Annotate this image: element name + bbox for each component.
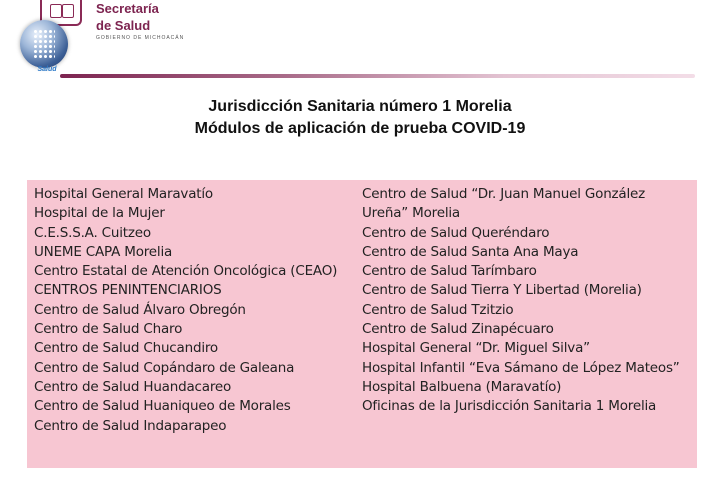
list-item: Centro de Salud Charo [34,321,183,338]
list-item: Hospital General Maravatío [34,186,213,202]
dot-grid-icon [33,29,55,59]
brand-title [96,0,236,34]
brand-line-1: Secretaría [96,1,159,16]
heading-line-1: Jurisdicción Sanitaria número 1 Morelia [208,98,512,115]
globe-label: Salud [37,66,57,73]
list-item: Centro de Salud Chucandiro [34,340,218,357]
list-item: Hospital de la Mujer [34,205,165,222]
list-item: Hospital Infantil “Eva Sámano de López Mateos” [362,359,680,376]
page-heading [100,96,620,140]
header-divider [60,74,695,78]
list-item: Centro de Salud “Dr. Juan Manuel González [362,186,646,202]
list-item: Centro de Salud Álvaro Obregón [34,301,246,318]
list-right-column [362,185,680,417]
list-item: UNEME CAPA Morelia [34,243,173,260]
header [0,0,720,82]
list-item: C.E.S.S.A. Cuitzeo [34,224,151,241]
list-item: Hospital General “Dr. Miguel Silva” [362,340,590,357]
list-item: Oficinas de la Jurisdicción Sanitaria 1 Morelia [362,398,657,415]
list-item: Centro de Salud Huandacareo [34,378,232,395]
list-item: CENTROS PENINTENCIARIOS [34,282,222,299]
list-item: Centro de Salud Tierra Y Libertad (Morelia) [362,282,642,299]
list-item: Centro de Salud Tarímbaro [362,263,537,280]
list-item: Centro Estatal de Atención Oncológica (CEAO) [34,263,338,280]
list-item: Hospital Balbuena (Maravatío) [362,378,562,395]
list-item: Centro de Salud Copándaro de Galeana [34,359,295,376]
list-item: Centro de Salud Huaniqueo de Morales [34,398,291,415]
list-item: Centro de Salud Queréndaro [362,224,550,241]
brand-subtitle: GOBIERNO DE MICHOACÁN [96,35,185,41]
modules-panel [27,180,697,468]
list-item: Centro de Salud Tzitzio [362,301,514,318]
brand-line-2: de Salud [96,18,151,33]
list-item: Centro de Salud Indaparapeo [34,417,227,434]
heading-line-2: Módulos de aplicación de prueba COVID-19 [194,120,526,137]
list-item: Ureña” Morelia [362,205,460,222]
list-left-column [34,185,337,436]
list-item: Centro de Salud Zinapécuaro [362,321,554,338]
list-item: Centro de Salud Santa Ana Maya [362,243,579,260]
